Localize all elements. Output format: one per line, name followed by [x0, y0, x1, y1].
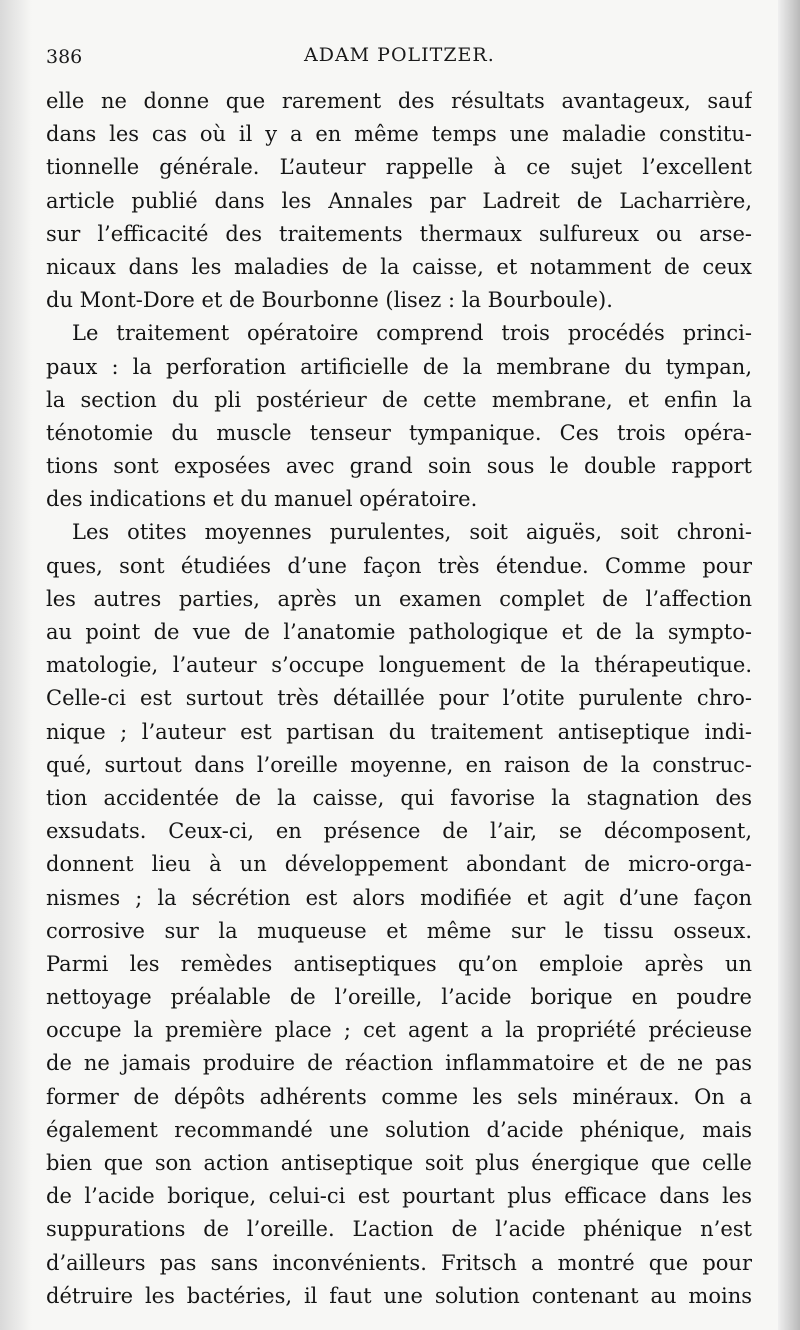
- text-line: elle ne donne que rarement des résultats avantageux, sauf: [46, 89, 752, 113]
- text-line: bien que son action antiseptique soit plus énergique que celle: [46, 1151, 752, 1175]
- text-line: paux : la perforation artificielle de la membrane du tympan,: [46, 354, 752, 379]
- text-line: des indications et du manuel opératoire.: [46, 487, 478, 512]
- text-line: nismes ; la sécrétion est alors modifiée et agit d’une façon: [46, 885, 752, 910]
- text-line: tions sont exposées avec grand soin sous le double rapport: [46, 454, 752, 479]
- text-line: ténotomie du muscle tenseur tympanique. Ces trois opéra-: [46, 420, 752, 445]
- text-line: nettoyage préalable de l’oreille, l’acide borique en poudre: [46, 985, 752, 1010]
- text-line: sur l’efficacité des traitements thermaux sulfureux ou arse-: [46, 221, 752, 246]
- text-line: d’ailleurs pas sans inconvénients. Fritsch a montré que pour: [46, 1250, 752, 1275]
- text-line: également recommandé une solution d’acide phénique, mais: [46, 1117, 752, 1142]
- running-head: ADAM POLITZER.: [304, 44, 495, 66]
- text-line: matologie, l’auteur s’occupe longuement de la thérapeutique.: [46, 653, 752, 678]
- text-line: qué, surtout dans l’oreille moyenne, en raison de la construc-: [46, 752, 752, 777]
- text-line: au point de vue de l’anatomie pathologique et de la sympto-: [46, 620, 752, 644]
- text-line: corrosive sur la muqueuse et même sur le tissu osseux.: [46, 918, 752, 943]
- text-line: tion accidentée de la caisse, qui favorise la stagnation des: [46, 785, 752, 810]
- text-line: les autres parties, après un examen complet de l’affection: [46, 586, 752, 611]
- text-line: dans les cas où il y a en même temps une maladie constitu-: [46, 122, 752, 147]
- text-line: suppurations de l’oreille. L’action de l’acide phénique n’est: [46, 1217, 752, 1242]
- text-line: Parmi les remèdes antiseptiques qu’on emploie après un: [46, 951, 752, 976]
- text-line: exsudats. Ceux-ci, en présence de l’air, se décomposent,: [46, 819, 752, 844]
- text-line: tionnelle générale. L’auteur rappelle à ce sujet l’excellent: [46, 155, 752, 180]
- page-gutter-shadow: [0, 0, 32, 1330]
- text-line: donnent lieu à un développement abondant de micro-orga-: [46, 852, 752, 877]
- text-line: de ne jamais produire de réaction inflammatoire et de ne pas: [46, 1051, 752, 1076]
- page-edge-shadow: [778, 0, 800, 1330]
- text-line: former de dépôts adhérents comme les sels minéraux. On a: [46, 1084, 752, 1109]
- text-line: occupe la première place ; cet agent a la propriété précieuse: [46, 1018, 752, 1043]
- text-line: article publié dans les Annales par Ladreit de Lacharrière,: [46, 188, 752, 213]
- text-line: du Mont-Dore et de Bourbonne (lisez : la Bourboule).: [46, 288, 613, 313]
- text-line: de l’acide borique, celui-ci est pourtant plus efficace dans les: [46, 1184, 752, 1209]
- text-line: nicaux dans les maladies de la caisse, et notamment de ceux: [46, 254, 752, 279]
- text-line: nique ; l’auteur est partisan du traitement antiseptique indi-: [46, 719, 752, 744]
- text-line: détruire les bactéries, il faut une solution contenant au moins: [46, 1283, 752, 1308]
- text-line: Les otites moyennes purulentes, soit aiguës, soit chroni-: [72, 520, 752, 545]
- page-header: [46, 42, 752, 72]
- body-text: [46, 85, 752, 1313]
- text-line: Celle-ci est surtout très détaillée pour l’otite purulente chro-: [46, 686, 752, 711]
- page-number: 386: [46, 46, 83, 68]
- text-line: ques, sont étudiées d’une façon très étendue. Comme pour: [46, 553, 752, 578]
- text-line: la section du pli postérieur de cette membrane, et enfin la: [46, 387, 752, 412]
- text-line: Le traitement opératoire comprend trois procédés princi-: [72, 321, 752, 346]
